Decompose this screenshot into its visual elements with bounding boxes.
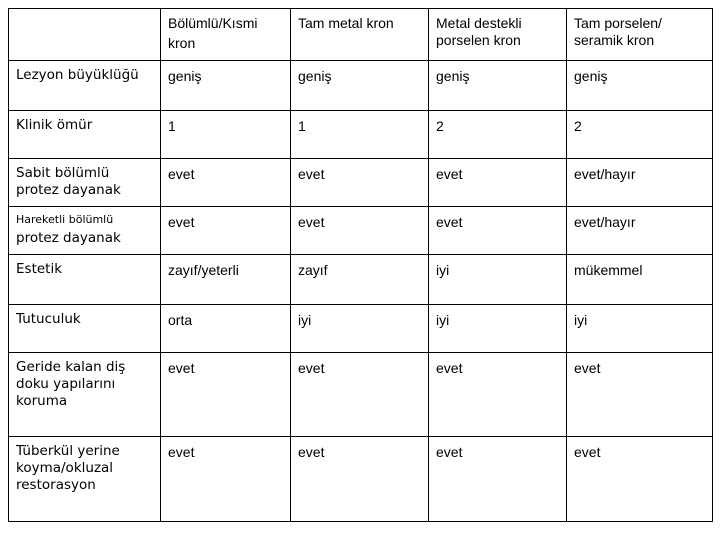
table-cell: evet (161, 159, 291, 207)
table-row-aesthetics (9, 255, 713, 305)
table-cell: zayıf (291, 255, 429, 305)
table-row-retention (9, 305, 713, 353)
header-cell-all-ceramic-crown: Tam porselen/ seramik kron (567, 9, 713, 61)
table-cell: iyi (291, 305, 429, 353)
table-cell: evet (161, 437, 291, 522)
table-cell: evet/hayır (567, 159, 713, 207)
comparison-table (8, 8, 713, 522)
table-cell: evet (291, 437, 429, 522)
table-row-cusp-replacement (9, 437, 713, 522)
table-cell: evet (429, 353, 567, 437)
table-cell: geniş (429, 61, 567, 111)
header-cell-partial-crown: Bölümlü/Kısmi kron (161, 9, 291, 61)
table-cell: evet (429, 207, 567, 255)
row-label: Geride kalan diş doku yapılarını koruma (9, 353, 161, 437)
table-cell: evet (567, 353, 713, 437)
table-cell: geniş (161, 61, 291, 111)
table-cell: 2 (567, 111, 713, 159)
row-label: Tutuculuk (9, 305, 161, 353)
table-cell: geniş (567, 61, 713, 111)
table-cell: evet (567, 437, 713, 522)
table-cell: iyi (429, 255, 567, 305)
table-row-tooth-preservation (9, 353, 713, 437)
table-row-removable-prosthesis (9, 207, 713, 255)
table-cell: evet (161, 207, 291, 255)
row-label: Lezyon büyüklüğü (9, 61, 161, 111)
table-cell: iyi (429, 305, 567, 353)
row-label-big: protez dayanak (16, 230, 121, 246)
table-cell: evet (291, 353, 429, 437)
table-cell: 2 (429, 111, 567, 159)
row-label-small: Hareketli bölümlü (16, 213, 114, 226)
row-label: Sabit bölümlü protez dayanak (9, 159, 161, 207)
table-cell: iyi (567, 305, 713, 353)
table-cell: orta (161, 305, 291, 353)
row-label: Tüberkül yerine koyma/okluzal restorasyon (9, 437, 161, 522)
header-cell-full-metal-crown: Tam metal kron (291, 9, 429, 61)
table-cell: mükemmel (567, 255, 713, 305)
header-row (9, 9, 713, 61)
table-cell: zayıf/yeterli (161, 255, 291, 305)
table-cell: geniş (291, 61, 429, 111)
row-label: Klinik ömür (9, 111, 161, 159)
table-cell: evet (429, 159, 567, 207)
table-row-fixed-prosthesis (9, 159, 713, 207)
table-cell: 1 (291, 111, 429, 159)
header-cell-metal-ceramic-crown: Metal destekli porselen kron (429, 9, 567, 61)
table-row-lesion-size (9, 61, 713, 111)
table-cell: 1 (161, 111, 291, 159)
table-row-clinical-life (9, 111, 713, 159)
row-label (9, 207, 161, 255)
row-label: Estetik (9, 255, 161, 305)
table-cell: evet (161, 353, 291, 437)
table-cell: evet (429, 437, 567, 522)
table-cell: evet/hayır (567, 207, 713, 255)
table-cell: evet (291, 159, 429, 207)
header-cell-empty (9, 9, 161, 61)
table-cell: evet (291, 207, 429, 255)
